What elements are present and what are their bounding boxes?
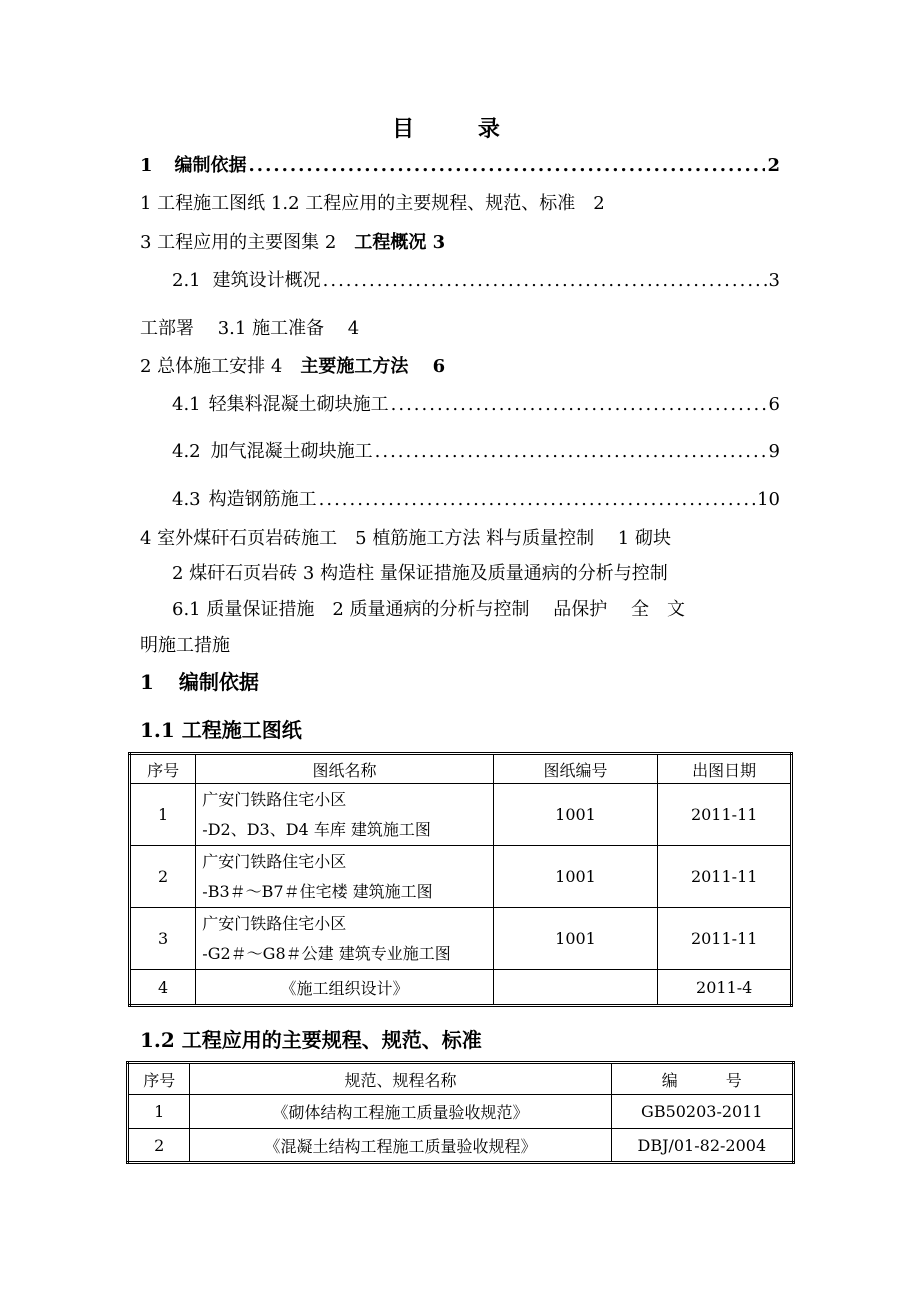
toc-leader	[391, 391, 767, 419]
toc-entry-4[interactable]	[172, 267, 780, 295]
toc-entry-text: 加气混凝土砌块施工	[210, 441, 373, 462]
section-title: 编制依据	[178, 670, 259, 694]
section-heading-1-1: 1.1 工程施工图纸	[140, 718, 302, 742]
cell-code: 1001	[493, 908, 658, 970]
toc-entry-1[interactable]	[140, 152, 780, 180]
col-header: 出图日期	[658, 754, 792, 784]
cell-code: 1001	[493, 846, 658, 908]
cell-date: 2011-11	[658, 908, 792, 970]
cell-name-line: 广安门铁路住宅小区	[202, 913, 347, 933]
toc-para-line: 明施工措施	[140, 635, 230, 656]
toc-entry-num: 4.1	[172, 394, 201, 415]
toc-entry-7[interactable]	[172, 391, 780, 419]
drawings-table	[128, 752, 793, 1007]
cell-name-line: 广安门铁路住宅小区	[202, 851, 347, 871]
cell-code: DBJ/01-82-2004	[611, 1129, 793, 1163]
col-header: 规范、规程名称	[190, 1063, 611, 1095]
toc-entry-3[interactable]	[140, 229, 445, 257]
toc-entry-8[interactable]	[172, 438, 780, 466]
cell-name	[196, 908, 493, 970]
toc-entry-5[interactable]: 工部署 3.1 施工准备 4	[140, 318, 360, 339]
toc-entry-text: 建筑设计概况	[212, 270, 321, 291]
cell-no: 2	[128, 1129, 190, 1163]
cell-name	[196, 846, 493, 908]
cell-name-line: 广安门铁路住宅小区	[202, 789, 347, 809]
section-heading-1-2: 1.2 工程应用的主要规程、规范、标准	[140, 1028, 482, 1052]
toc-entry-page: 2	[767, 155, 780, 176]
cell-date: 2011-4	[658, 970, 792, 1006]
col-header: 图纸编号	[493, 754, 658, 784]
toc-entry-text: 轻集料混凝土砌块施工	[208, 394, 389, 415]
section-number: 1	[140, 670, 154, 694]
toc-entry-page: 6	[768, 394, 780, 415]
table-row	[130, 846, 792, 908]
toc-entry-page: 10	[757, 489, 780, 510]
toc-title: 目 录	[392, 116, 528, 142]
col-header: 编 号	[611, 1063, 793, 1095]
cell-code	[493, 970, 658, 1006]
cell-name-line: -G2＃～G8＃公建 建筑专业施工图	[202, 943, 451, 963]
toc-entry-2[interactable]: 1 工程施工图纸 1.2 工程应用的主要规程、规范、标准 2	[140, 193, 605, 214]
toc-leader	[249, 152, 766, 180]
cell-date: 2011-11	[658, 784, 792, 846]
cell-no: 3	[130, 908, 196, 970]
table-row	[128, 1129, 794, 1163]
toc-entry-num: 1	[140, 155, 153, 176]
toc-entry-text: 编制依据	[174, 155, 247, 176]
toc-entry-num: 4.3	[172, 489, 201, 510]
col-header: 序号	[128, 1063, 190, 1095]
toc-entry-num: 2.1	[172, 270, 201, 291]
cell-no: 1	[128, 1095, 190, 1129]
toc-para-line: 6.1 质量保证措施 2 质量通病的分析与控制 品保护 全 文	[172, 599, 685, 620]
cell-code: GB50203-2011	[611, 1095, 793, 1129]
section-heading-1	[140, 666, 259, 695]
toc-entry-6[interactable]	[140, 353, 445, 381]
cell-name: 《砌体结构工程施工质量验收规范》	[190, 1095, 611, 1129]
cell-name-line: -B3＃～B7＃住宅楼 建筑施工图	[202, 881, 433, 901]
table-header-row	[130, 754, 792, 784]
standards-table	[126, 1061, 795, 1164]
cell-date: 2011-11	[658, 846, 792, 908]
toc-entry-text: 3 工程应用的主要图集 2	[140, 232, 355, 253]
toc-entry-num: 4.2	[172, 441, 201, 462]
toc-entry-page: 9	[768, 441, 780, 462]
toc-entry-text: 构造钢筋施工	[208, 489, 317, 510]
cell-no: 2	[130, 846, 196, 908]
toc-para-line: 4 室外煤矸石页岩砖施工 5 植筋施工方法 料与质量控制 1 砌块	[140, 528, 671, 549]
col-header: 图纸名称	[196, 754, 493, 784]
col-header: 序号	[130, 754, 196, 784]
cell-name: 《混凝土结构工程施工质量验收规程》	[190, 1129, 611, 1163]
cell-code: 1001	[493, 784, 658, 846]
toc-entry-page: 3	[768, 270, 780, 291]
cell-no: 4	[130, 970, 196, 1006]
toc-entry-text-bold: 主要施工方法 6	[300, 356, 446, 377]
toc-entry-text: 2 总体施工安排 4	[140, 356, 301, 377]
cell-name: 《施工组织设计》	[196, 970, 493, 1006]
table-row	[128, 1095, 794, 1129]
table-header-row	[128, 1063, 794, 1095]
toc-entry-text-bold: 工程概况 3	[354, 232, 446, 253]
toc-leader	[375, 438, 767, 466]
toc-entry-9[interactable]	[172, 486, 780, 514]
cell-name-line: -D2、D3、D4 车库 建筑施工图	[202, 819, 431, 839]
table-row	[130, 784, 792, 846]
toc-leader	[323, 267, 767, 295]
toc-leader	[319, 486, 755, 514]
cell-no: 1	[130, 784, 196, 846]
table-row	[130, 908, 792, 970]
toc-para-line: 2 煤矸石页岩砖 3 构造柱 量保证措施及质量通病的分析与控制	[172, 563, 668, 584]
table-row	[130, 970, 792, 1006]
cell-name	[196, 784, 493, 846]
